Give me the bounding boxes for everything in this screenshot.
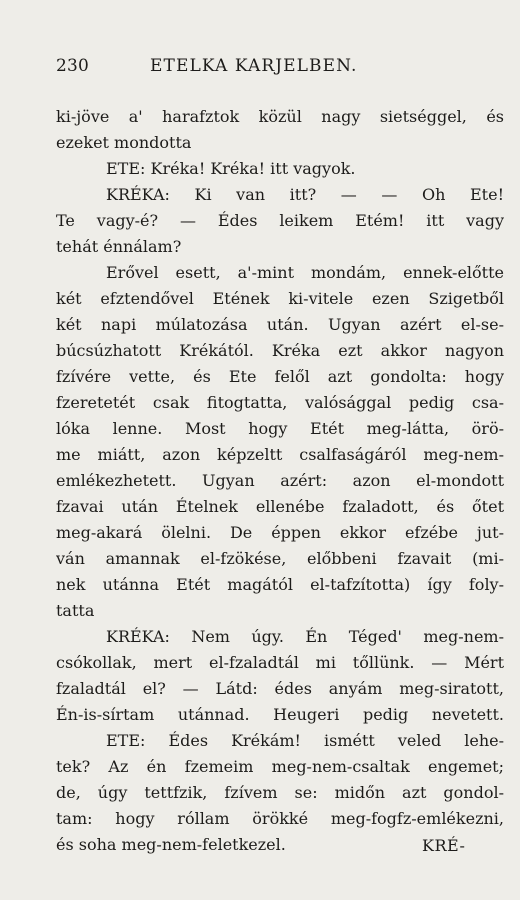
text-line: ván amannak el-fzökése, előbbeni fzavait (mi- [56,549,504,568]
running-header: ETELKA KARJELBEN. [150,56,358,76]
text-line: és soha meg-nem-feletkezel. [56,835,286,854]
text-line: két efztendővel Etének ki-vitele ezen Szigetből [56,289,504,308]
text-line: KRÉKA: Ki van itt? — — Oh Ete! [106,185,504,204]
text-line: két napi múlatozása után. Ugyan azért el-se- [56,315,504,334]
text-line: fzeretetét csak fitogtatta, valósággal pedig csa- [56,393,504,412]
text-line: ki-jöve a' harafztok közül nagy sietséggel, és [56,107,504,126]
text-line: meg-akará ölelni. De éppen ekkor efzébe jut- [56,523,504,542]
text-line: tatta [56,601,95,620]
text-line: emlékezhetett. Ugyan azért: azon el-mondott [56,471,504,490]
text-line: ezeket mondotta [56,133,192,152]
text-line: me miátt, azon képzeltt csalfaságáról meg-nem- [56,445,504,464]
body-text [56,104,504,858]
text-line: Erővel esett, a'-mint mondám, ennek-előtte [106,263,504,282]
text-line: Én-is-sírtam utánnad. Heugeri pedig nevetett. [56,705,504,724]
text-line: lóka lenne. Most hogy Etét meg-látta, örö- [56,419,504,438]
text-line: de, úgy tettfzik, fzívem se: midőn azt gondol- [56,783,504,802]
text-line: ETE: Édes Krékám! ismétt veled lehe- [106,731,504,750]
text-line: fzaladtál el? — Látd: édes anyám meg-siratott, [56,679,504,698]
text-line: tam: hogy róllam örökké meg-fogfz-emlékezni, [56,809,504,828]
catchword: KRÉ- [422,836,466,855]
text-line: fzívére vette, és Ete felől azt gondolta: hogy [56,367,504,386]
page-number: 230 [56,56,90,76]
text-line: ETE: Kréka! Kréka! itt vagyok. [106,159,356,178]
text-line: búcsúzhatott Krékától. Kréka ezt akkor nagyon [56,341,504,360]
text-line: nek utánna Etét magától el-tafzította) így foly- [56,575,504,594]
text-line: KRÉKA: Nem úgy. Én Téged' meg-nem- [106,627,504,646]
text-line: tek? Az én fzemeim meg-nem-csaltak engemet; [56,757,504,776]
text-line: tehát énnálam? [56,237,182,256]
text-line: Te vagy-é? — Édes leikem Etém! itt vagy [56,211,504,230]
text-line: fzavai után Ételnek ellenébe fzaladott, és őtet [56,497,504,516]
text-line: csókollak, mert el-fzaladtál mi tőllünk. — Mért [56,653,504,672]
